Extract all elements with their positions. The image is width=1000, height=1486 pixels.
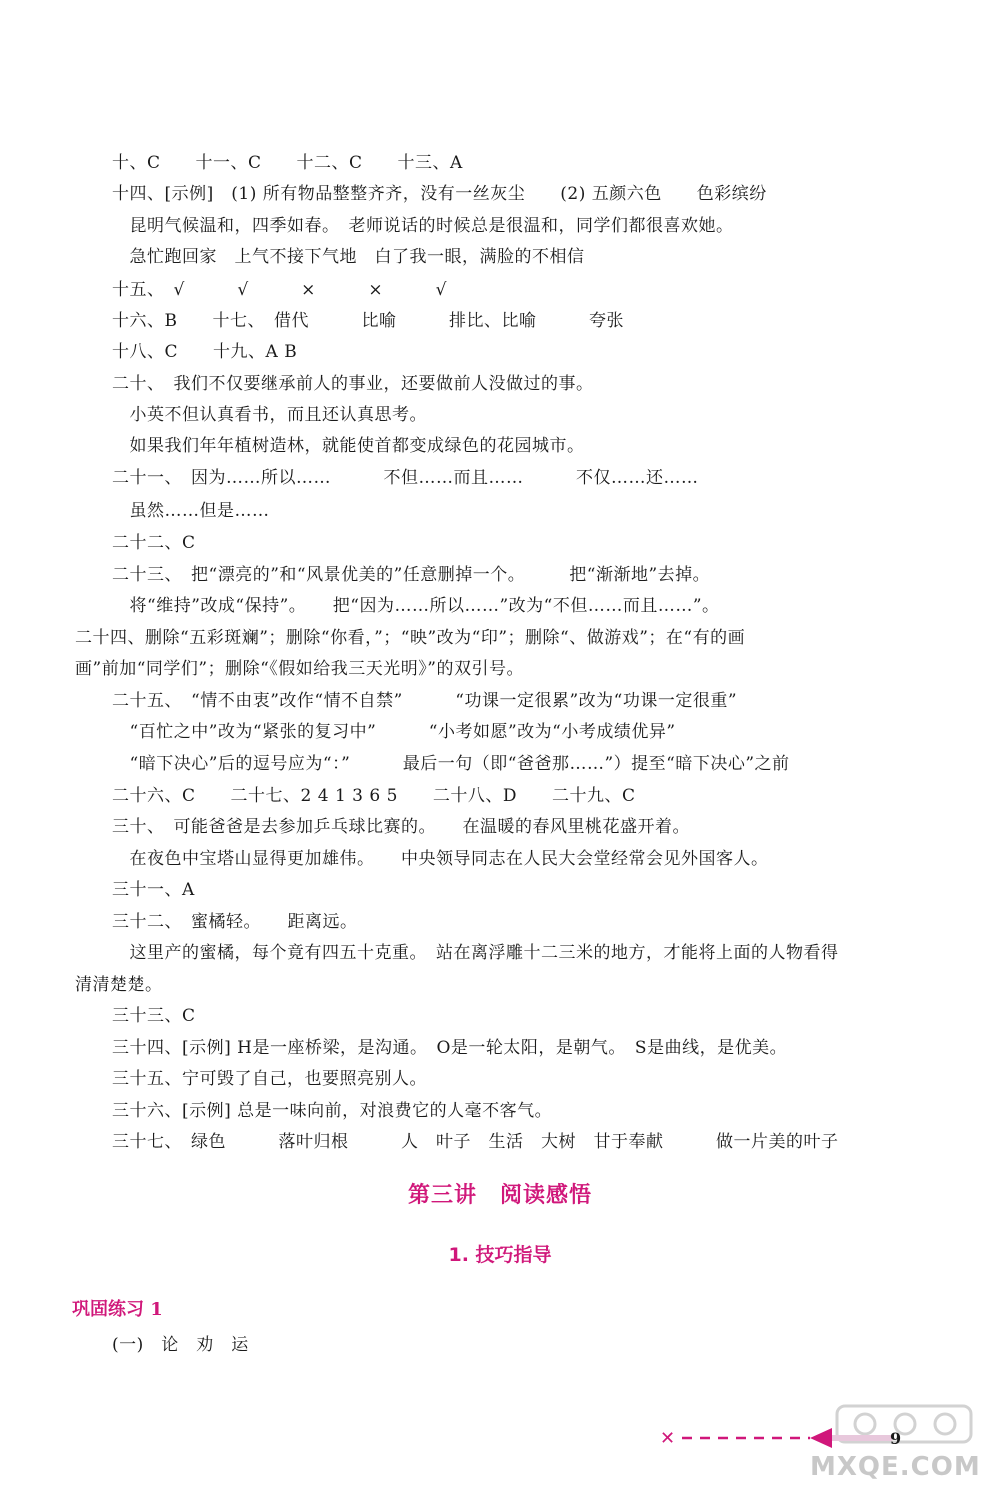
answer-line: 三十二、 蜜橘轻。 距离远。 xyxy=(112,912,358,932)
subsection-title: 1. 技巧指导 xyxy=(448,1244,552,1266)
answer-line: 清清楚楚。 xyxy=(75,975,163,995)
answer-line: 二十一、 因为……所以…… 不但……而且…… 不仅……还…… xyxy=(112,468,699,488)
answer-line: 急忙跑回家 上气不接下气地 白了我一眼，满脸的不相信 xyxy=(112,247,585,267)
answer-line: 这里产的蜜橘，每个竟有四五十克重。 站在离浮雕十二三米的地方，才能将上面的人物看得 xyxy=(112,943,839,963)
exercise-heading: 巩固练习 1 xyxy=(72,1299,163,1320)
answer-line: 十四、[示例] (1) 所有物品整整齐齐，没有一丝灰尘 (2) 五颜六色 色彩缤纷 xyxy=(112,184,767,204)
answer-line: 十八、C 十九、A B xyxy=(112,342,298,362)
exercise-line: (一) 论 劝 运 xyxy=(112,1335,249,1355)
answer-line: 如果我们年年植树造林，就能使首都变成绿色的花园城市。 xyxy=(112,436,585,456)
answer-line: 三十一、A xyxy=(112,880,195,900)
answer-line: 三十三、C xyxy=(112,1006,196,1026)
answer-line: 三十五、宁可毁了自己，也要照亮别人。 xyxy=(112,1069,427,1089)
page-number: 9 xyxy=(890,1429,902,1448)
answer-line: 虽然……但是…… xyxy=(112,501,270,521)
answer-line: 二十二、C xyxy=(112,533,196,553)
answer-line: 三十六、[示例] 总是一味向前，对浪费它的人毫不客气。 xyxy=(112,1101,553,1121)
chapter-title: 第三讲 阅读感悟 xyxy=(407,1183,592,1208)
answer-line: 二十五、 “情不由衷”改作“情不自禁” “功课一定很累”改为“功课一定很重” xyxy=(112,691,738,711)
answer-line: 在夜色中宝塔山显得更加雄伟。 中央领导同志在人民大会堂经常会见外国客人。 xyxy=(112,849,769,869)
answer-line: 小英不但认真看书，而且还认真思考。 xyxy=(112,405,427,425)
watermark-url: MXQE.COM xyxy=(810,1452,981,1482)
answer-line: 十六、B 十七、 借代 比喻 排比、比喻 夸张 xyxy=(112,311,624,331)
answer-line: “暗下决心”后的逗号应为“：” 最后一句（即“爸爸那……”）提至“暗下决心”之前 xyxy=(112,754,790,774)
answer-line: 将“维持”改成“保持”。 把“因为……所以……”改为“不但……而且……”。 xyxy=(112,596,720,616)
answer-line: 三十、 可能爸爸是去参加乒乓球比赛的。 在温暖的春风里桃花盛开着。 xyxy=(112,817,690,837)
answer-line: 画”前加“同学们”；删除“《假如给我三天光明》”的双引号。 xyxy=(75,659,524,679)
answer-line: 昆明气候温和，四季如春。 老师说话的时候总是很温和，同学们都很喜欢她。 xyxy=(112,216,734,236)
footer-arrow-decoration xyxy=(660,1424,960,1454)
svg-text:✕: ✕ xyxy=(660,1428,676,1449)
answer-line: 三十七、 绿色 落叶归根 人 叶子 生活 大树 甘于奉献 做一片美的叶子 xyxy=(112,1132,839,1152)
answer-line: 二十六、C 二十七、2 4 1 3 6 5 二十八、D 二十九、C xyxy=(112,786,636,806)
answer-line: 二十四、删除“五彩斑斓”；删除“你看，”；“映”改为“印”；删除“、做游戏”；在“有的画 xyxy=(75,628,746,648)
answer-line: “百忙之中”改为“紧张的复习中” “小考如愿”改为“小考成绩优异” xyxy=(112,722,676,742)
answer-line: 十、C 十一、C 十二、C 十三、A xyxy=(112,153,463,173)
answer-line: 二十三、 把“漂亮的”和“风景优美的”任意删掉一个。 把“渐渐地”去掉。 xyxy=(112,565,711,585)
answer-line: 十五、 √ √ × × √ xyxy=(112,280,447,300)
answer-line: 三十四、[示例] H是一座桥梁，是沟通。 O是一轮太阳，是朝气。 S是曲线，是优美。 xyxy=(112,1038,788,1058)
answer-line: 二十、 我们不仅要继承前人的事业，还要做前人没做过的事。 xyxy=(112,374,594,394)
